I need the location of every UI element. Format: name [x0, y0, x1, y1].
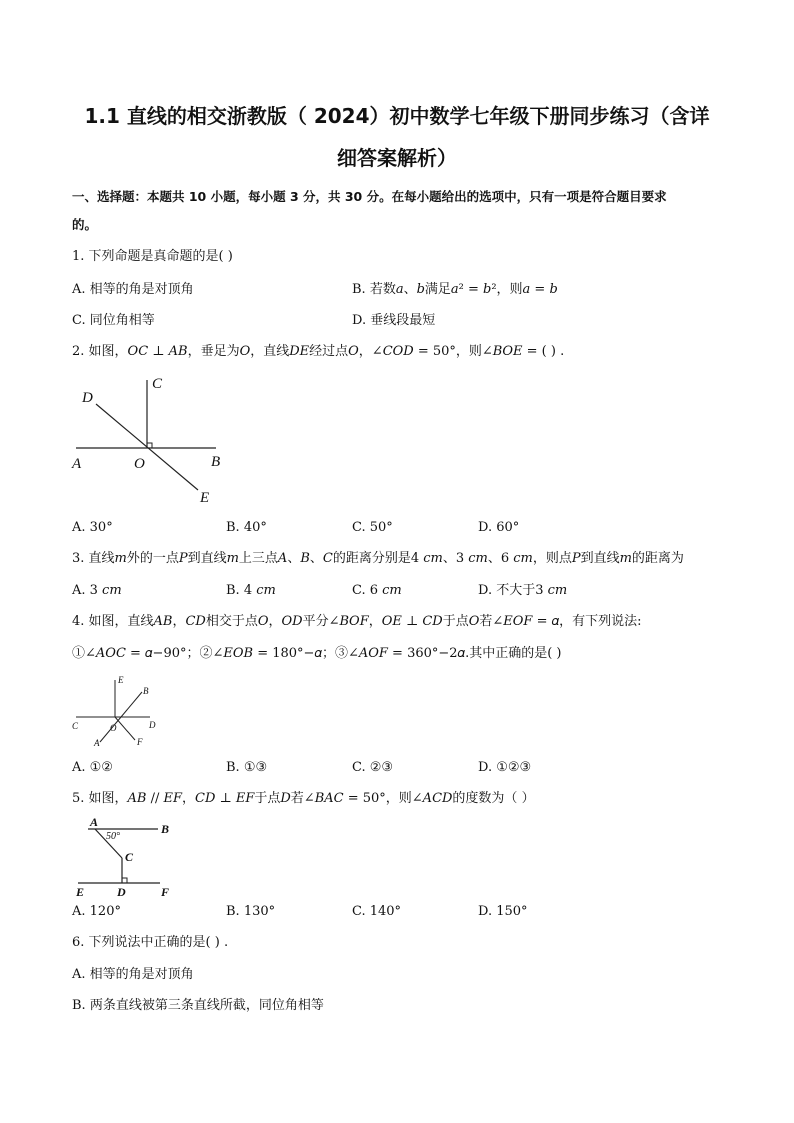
question-5-stem: 5. 如图，𝐴𝐵 // 𝐸𝐹，𝐶𝐷 ⊥ 𝐸𝐹于点𝐷若∠𝐵𝐴𝐶 = 50°，则∠𝐴𝐶𝐷的度数为（ ）	[72, 791, 535, 806]
figure-5-label-d: D	[117, 885, 126, 899]
figure-2-label-o: O	[134, 456, 145, 472]
question-5-option-a: A. 120°	[72, 904, 121, 919]
figure-5-label-c: C	[125, 850, 134, 864]
section-intro-line-1: 一、选择题：本题共 10 小题，每小题 3 分，共 30 分。在每小题给出的选项中，只有一项是符合题目要求	[72, 189, 667, 204]
question-4-option-d: D. ①②③	[478, 760, 532, 775]
figure-4-label-o: O	[110, 723, 117, 733]
question-3-option-a: A. 3 𝑐𝑚	[72, 583, 122, 598]
question-2-option-d: D. 60°	[478, 520, 520, 535]
figure-5-label-b: B	[161, 822, 170, 836]
question-6-option-b: B. 两条直线被第三条直线所截，同位角相等	[72, 998, 324, 1013]
question-5-option-d: D. 150°	[478, 904, 528, 919]
figure-4-label-f: F	[137, 737, 143, 747]
question-1-option-c: C. 同位角相等	[72, 313, 155, 328]
question-5-figure	[72, 814, 182, 900]
figure-4-label-e: E	[118, 675, 124, 685]
figure-4-label-d: D	[149, 720, 156, 730]
figure-2-label-d: D	[82, 390, 93, 406]
figure-2-label-a: A	[72, 456, 82, 472]
question-4-figure	[70, 674, 160, 754]
question-1-stem: 1. 下列命题是真命题的是( )	[72, 249, 233, 264]
question-3-option-d: D. 不大于3 𝑐𝑚	[478, 583, 568, 598]
figure-4-label-c: C	[72, 721, 79, 731]
question-6-stem: 6. 下列说法中正确的是( ) .	[72, 935, 229, 950]
question-1-option-a: A. 相等的角是对顶角	[72, 282, 194, 297]
figure-2-label-b: B	[211, 454, 221, 470]
question-4-option-b: B. ①③	[226, 760, 268, 775]
question-2-stem: 2. 如图，𝑂𝐶 ⊥ 𝐴𝐵，垂足为𝑂，直线𝐷𝐸经过点𝑂，∠𝐶𝑂𝐷 = 50°，则∠𝐵𝑂𝐸 = ( ) .	[72, 344, 565, 359]
question-4-option-c: C. ②③	[352, 760, 394, 775]
question-2-option-b: B. 40°	[226, 520, 267, 535]
question-6-option-a: A. 相等的角是对顶角	[72, 967, 194, 982]
figure-5-label-e: E	[76, 885, 85, 899]
question-1-option-b: B. 若数𝑎、𝑏满足𝑎² = 𝑏²，则𝑎 = 𝑏	[352, 282, 558, 297]
question-3-option-c: C. 6 𝑐𝑚	[352, 583, 402, 598]
question-2-figure	[68, 372, 228, 512]
question-3-option-b: B. 4 𝑐𝑚	[226, 583, 276, 598]
question-5-option-c: C. 140°	[352, 904, 402, 919]
figure-4-label-a: A	[94, 738, 100, 748]
document-title-line-1: 1.1 直线的相交浙教版（ 2024）初中数学七年级下册同步练习（含详	[84, 104, 710, 128]
question-1-option-d: D. 垂线段最短	[352, 313, 436, 328]
figure-2-label-c: C	[152, 376, 163, 392]
question-5-option-b: B. 130°	[226, 904, 276, 919]
question-4-stem-line-2: ①∠𝐴𝑂𝐶 = 𝛼−90°；②∠𝐸𝑂𝐵 = 180°−𝛼；③∠𝐴𝑂𝐹 = 360°−2𝛼.其中正确的是( )	[72, 646, 562, 661]
question-2-option-a: A. 30°	[72, 520, 113, 535]
document-title-line-2: 细答案解析）	[337, 146, 457, 170]
section-intro-line-2: 的。	[72, 217, 98, 232]
figure-5-label-a: A	[90, 815, 99, 829]
figure-2-label-e: E	[200, 490, 210, 506]
figure-5-label-f: F	[161, 885, 170, 899]
figure-5-label-angle: 50°	[106, 831, 120, 842]
question-4-stem: 4. 如图，直线𝐴𝐵，𝐶𝐷相交于点𝑂，𝑂𝐷平分∠𝐵𝑂𝐹，𝑂𝐸 ⊥ 𝐶𝐷于点𝑂若∠𝐸𝑂𝐹 = 𝛼，有下列说法:	[72, 614, 642, 629]
question-3-stem: 3. 直线𝑚外的一点𝑃到直线𝑚上三点𝐴、𝐵、𝐶的距离分别是4 𝑐𝑚、3 𝑐𝑚、6 𝑐𝑚，则点𝑃到直线𝑚的距离为	[72, 551, 684, 566]
question-4-option-a: A. ①②	[72, 760, 113, 775]
figure-4-label-b: B	[143, 686, 149, 696]
question-2-option-c: C. 50°	[352, 520, 393, 535]
